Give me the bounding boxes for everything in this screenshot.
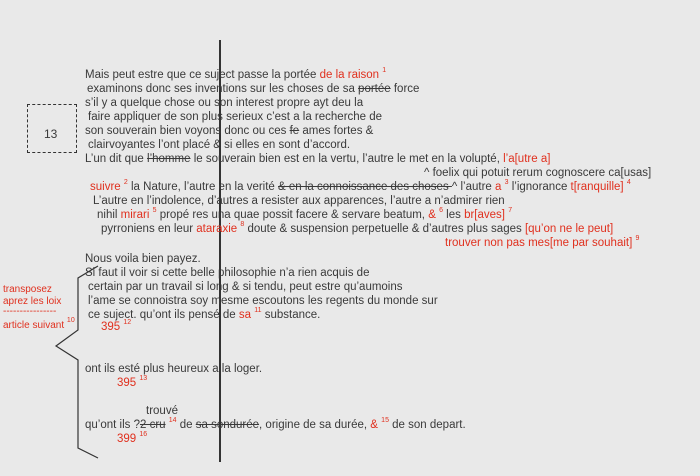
interlinear-insertion: trouvé	[146, 405, 178, 417]
text-line-8: ^ foelix qui potuit rerum cognoscere ca[usas]	[424, 167, 652, 179]
page-ref-395b: 395 $^{13}$	[117, 375, 148, 389]
margin-note-line3: article suivant $^{10}$	[3, 317, 75, 331]
text-line-13: trouver non pas mes[me par souhait] $^9$	[445, 235, 640, 249]
text-line-7: L’un dit que l’homme le souverain bien est en la vertu, l’autre le met en la volupté, l’a[utre a]	[85, 153, 551, 165]
text-line-2: examinons donc ses inventions sur les choses de sa portée force	[87, 83, 420, 95]
margin-note-line2: aprez les loix	[3, 296, 62, 307]
text-line-6: clairvoyantes l’ont placé & si elles en sont d’accord.	[88, 139, 351, 151]
text-line-4: faire appliquer de son plus serieux c’est a la recherche de	[88, 111, 383, 123]
text-line-3: s’il y a quelque chose ou son interest propre ayt deu la	[85, 97, 364, 109]
text-line-21: qu’ont ils ?2 cru $^{14}$ de sa sondurée, origine de sa durée, & $^{15}$ de son depart.	[85, 417, 466, 431]
text-line-17: l’ame se connoistra soy mesme escoutons les regents du monde sur	[88, 295, 438, 307]
text-line-15: Si faut il voir si cette belle philosophie n’a rien acquis de	[85, 267, 370, 279]
text-line-14: Nous voila bien payez.	[85, 253, 201, 265]
text-line-19: ont ils esté plus heureux a la loger.	[85, 363, 263, 375]
text-line-10: L’autre en l’indolence, d’autres a resister aux apparences, l’autre a n’admirer rien	[93, 195, 505, 207]
margin-note-dashes: ----------------	[3, 306, 57, 317]
text-line-5: son souverain bien voyons donc ou ces fe ames fortes &	[85, 125, 374, 137]
text-line-9: suivre $^2$ la Nature, l’autre en la verité & en la connoissance des choses ^ l’autre a $^3$ l’ignorance t[ranquille] $^4$	[90, 179, 631, 193]
text-line-16: certain par un travail si long & si tendu, peut estre qu’aumoins	[88, 281, 403, 293]
text-line-1: Mais peut estre que ce suject passe la portée de la raison $^1$	[85, 67, 387, 81]
page-ref-399: 399 $^{16}$	[117, 431, 148, 445]
folio-number: 13	[44, 127, 58, 141]
text-line-11: nihil mirari $^5$ propé res una quae possit facere & servare beatum, & $^6$ les br[aves] $^7$	[97, 207, 513, 221]
page-ref-395a: 395 $^{12}$	[101, 319, 132, 333]
text-line-18: ce suject. qu’ont ils pensé de sa $^{11}$ substance.	[88, 307, 321, 321]
margin-note-line1: transposez	[3, 284, 52, 295]
text-line-12: pyrroniens en leur ataraxie $^8$ doute & suspension perpetuelle & d’autres plus sages [qu’on ne le peut]	[101, 221, 614, 235]
